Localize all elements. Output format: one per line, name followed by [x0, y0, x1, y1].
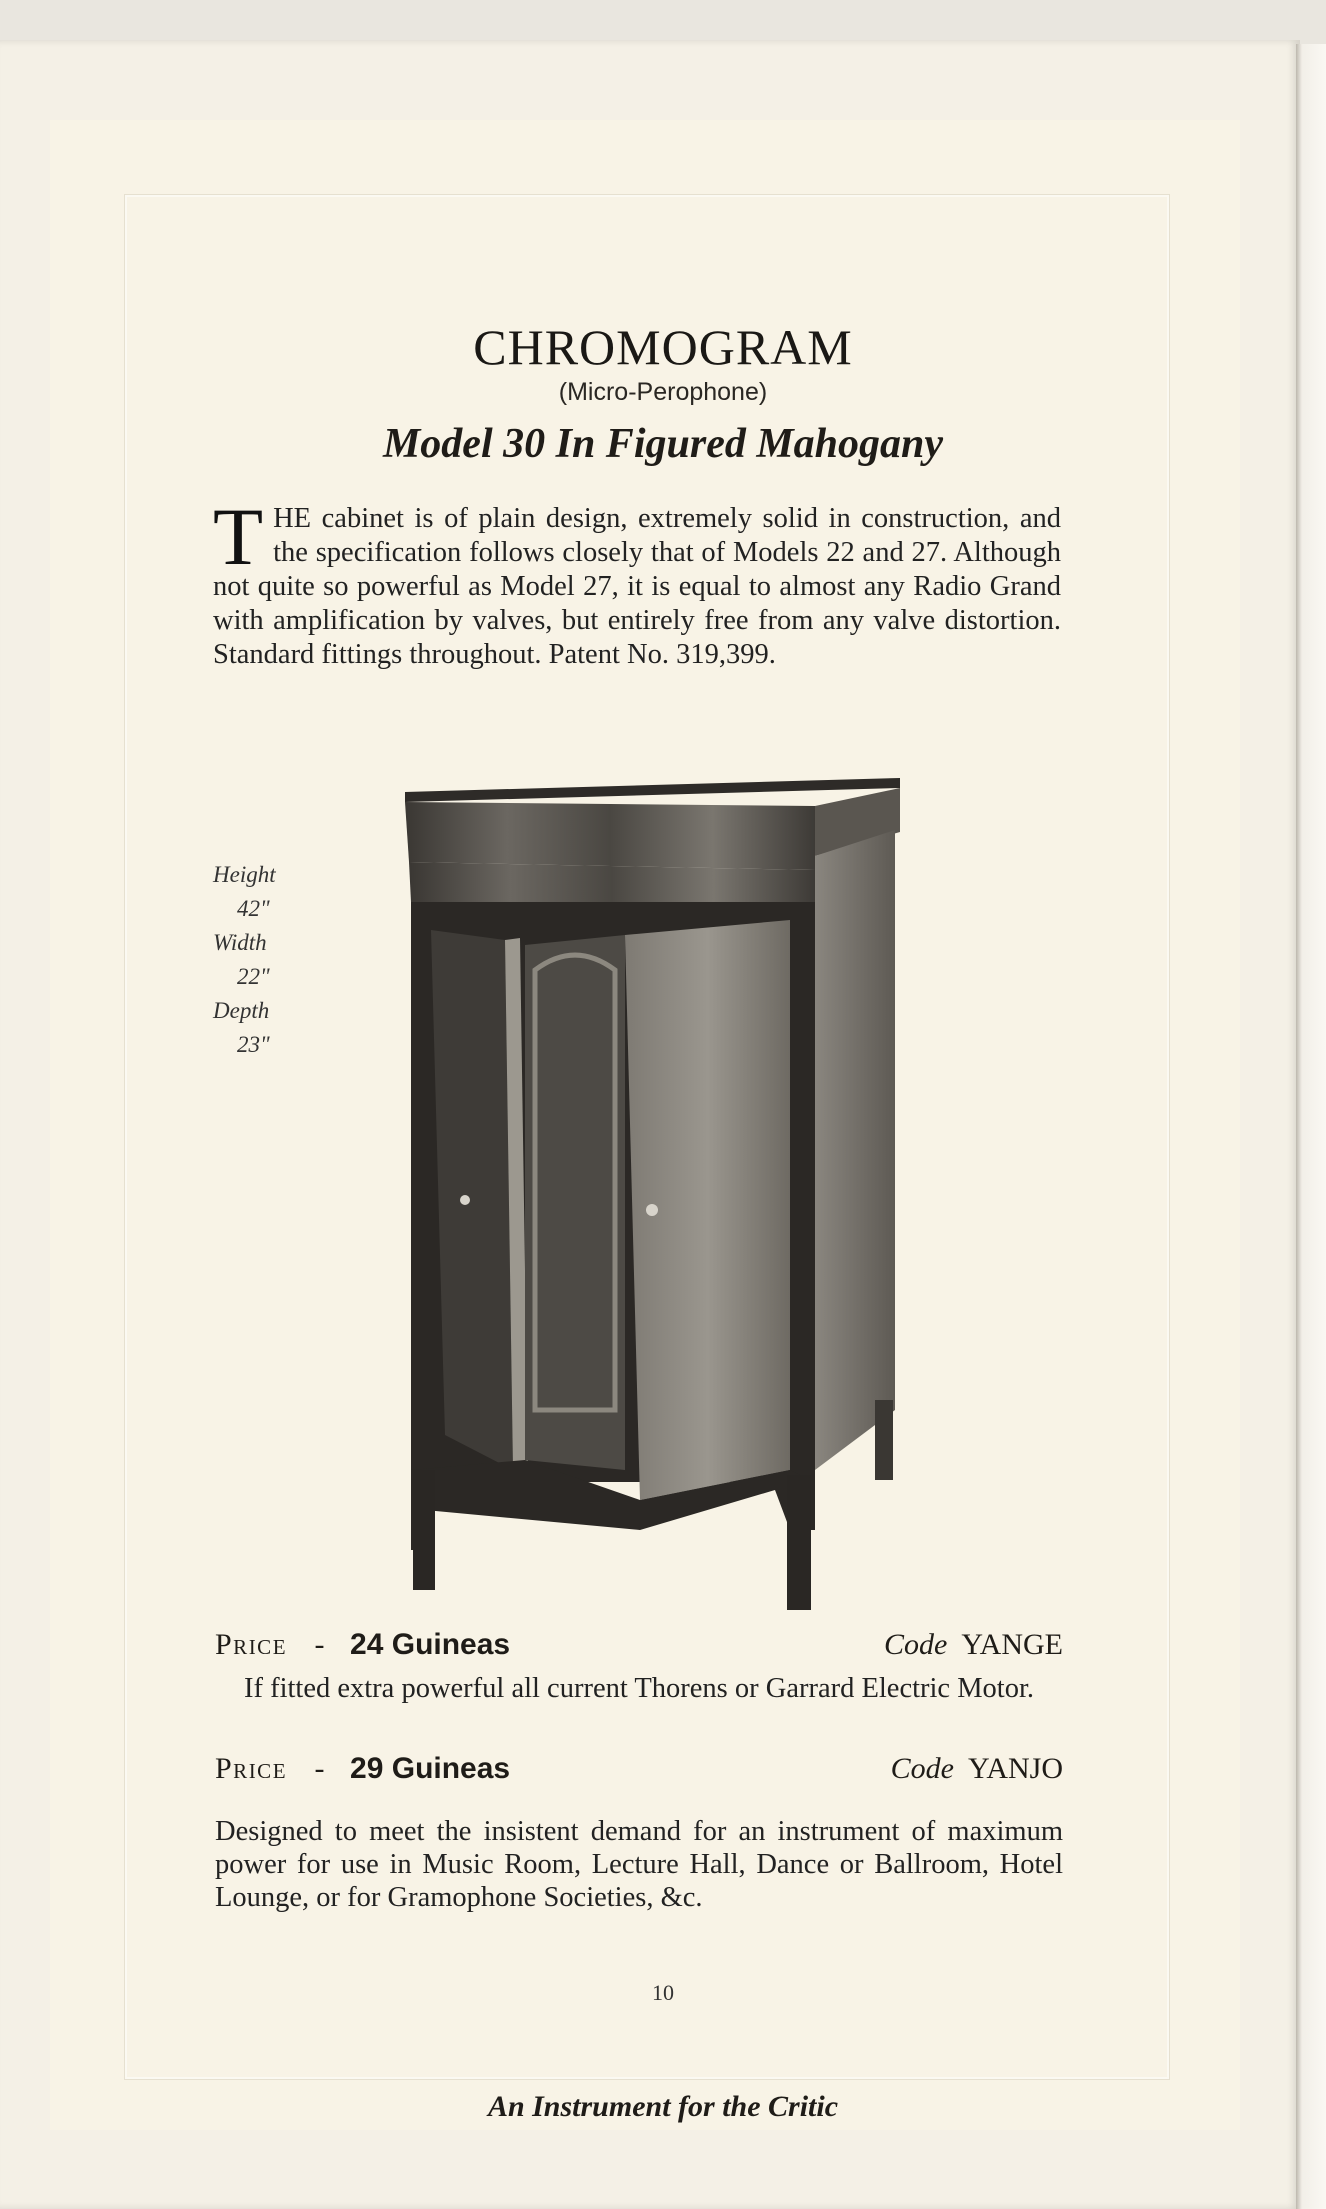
price-row — [215, 1752, 1063, 1786]
dimension-value: 22" — [237, 964, 270, 989]
dimension-label: Width — [213, 930, 267, 955]
page-subtitle: (Micro-Perophone) — [558, 378, 768, 406]
dimension-label: Depth — [213, 998, 270, 1023]
price-separator: - — [314, 1628, 325, 1661]
footer-tagline: An Instrument for the Critic — [487, 2090, 839, 2123]
code-label: Code — [890, 1752, 954, 1785]
code-label: Code — [884, 1628, 948, 1661]
price-separator: - — [314, 1752, 325, 1785]
price-code — [884, 1628, 1063, 1662]
price-label: Price — [215, 1752, 288, 1785]
code-value: YANJO — [967, 1752, 1063, 1785]
price-amount: 24 Guineas — [350, 1628, 511, 1661]
cabinet-leg — [787, 1475, 811, 1610]
model-heading: Model 30 In Figured Mahogany — [382, 421, 944, 467]
description-text: HE cabinet is of plain design, extremely solid in construction, and the specification follows closely that of Models 22 and 27. Although not quite so powerful as Model 27, it is equal to almost any Radio Grand with amplification by valves, but entirely free from any valve distortion. Standard fittings throughout. Patent No. 319,399. — [213, 503, 1061, 670]
price-code — [891, 1752, 1063, 1786]
cabinet-leg — [413, 1470, 435, 1590]
cabinet-frieze — [405, 802, 815, 870]
dimension-value: 23" — [237, 1032, 270, 1057]
dimension-value: 42" — [237, 896, 270, 921]
description-paragraph — [213, 491, 1061, 672]
dimension-label: Height — [213, 862, 276, 887]
price-row — [215, 1628, 1063, 1662]
drop-cap: T — [213, 491, 264, 582]
cabinet-side — [815, 830, 895, 1470]
closing-paragraph: Designed to meet the insistent demand for an instrument of maximum power for use in Music Room, Lecture Hall, Dance or Ballroom, Hotel Lounge, or for Gramophone Societies, &c. — [215, 1816, 1063, 1913]
page-number: 10 — [652, 1980, 674, 2005]
motor-note: If fitted extra powerful all current Thorens or Garrard Electric Motor. — [243, 1673, 1035, 1704]
page-title: CHROMOGRAM — [473, 319, 853, 375]
cabinet-top — [405, 778, 900, 802]
cabinet-leg — [875, 1400, 893, 1480]
price-amount: 29 Guineas — [350, 1752, 511, 1785]
cabinet-illustration — [395, 770, 915, 1610]
price-label: Price — [215, 1628, 288, 1661]
code-value: YANGE — [961, 1628, 1063, 1661]
dimensions-list — [213, 858, 333, 1062]
